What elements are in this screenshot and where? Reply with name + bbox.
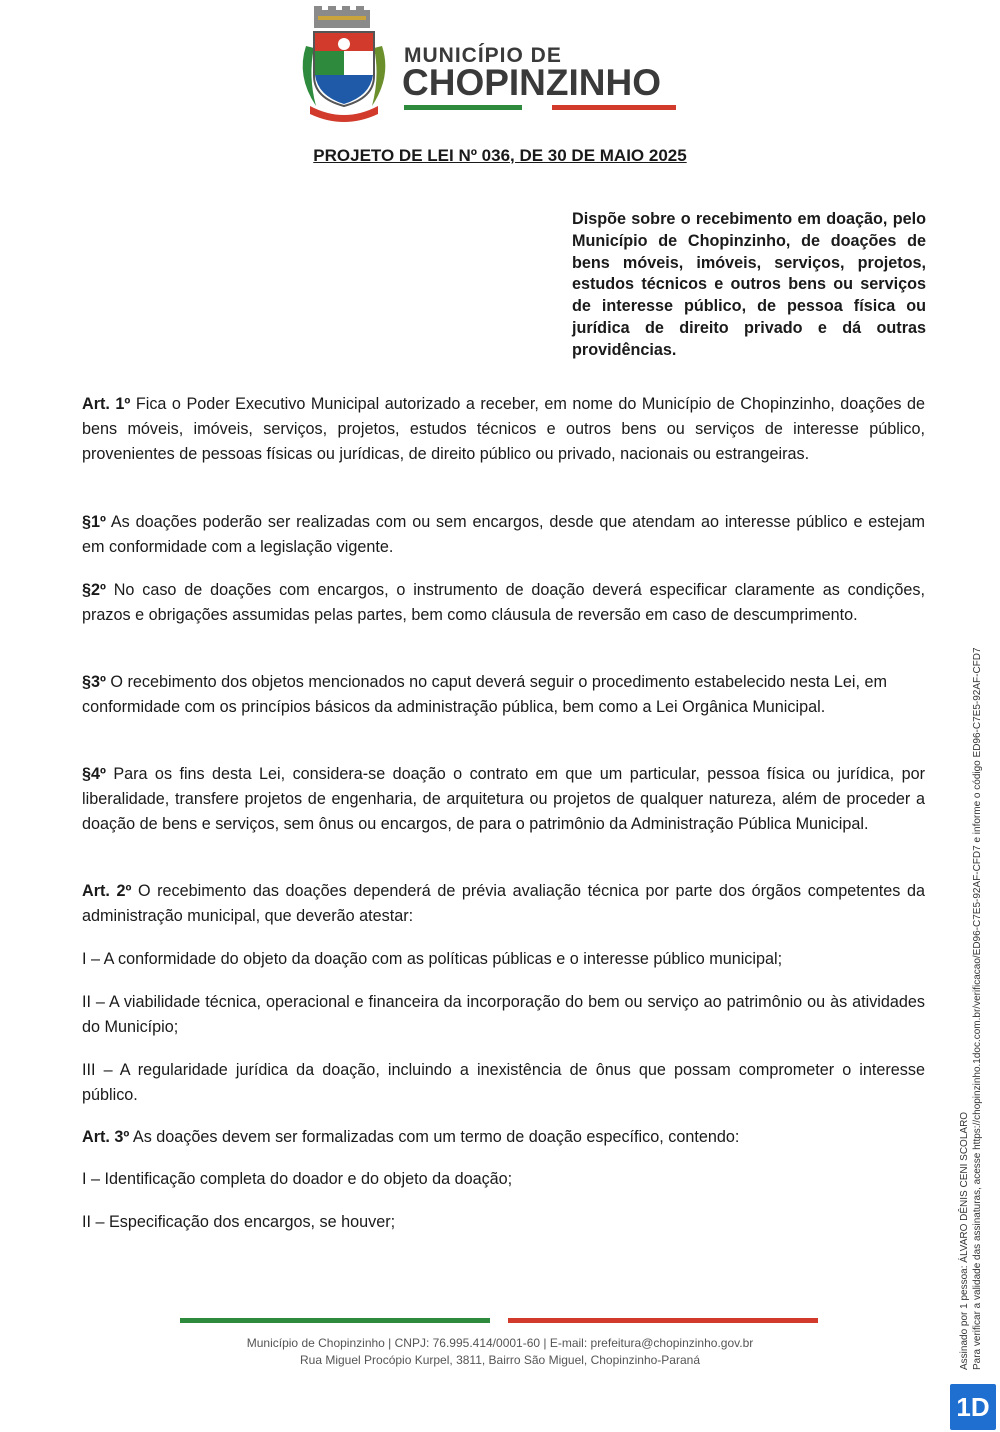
paragraph-text: O recebimento das doações dependerá de prévia avaliação técnica por parte dos órgãos competentes da administração municipal, que deverão atestar: — [82, 882, 925, 925]
paragraph-label: Art. 2º — [82, 882, 132, 900]
paragraph-4 — [82, 762, 925, 836]
footer-contact: Município de Chopinzinho | CNPJ: 76.995.414/0001-60 | E-mail: prefeitura@chopinzinho.gov.br — [246, 1336, 754, 1350]
paragraph-1 — [82, 510, 925, 560]
signature-verification — [958, 647, 984, 1370]
paragraph-text: As doações devem ser formalizadas com um termo de doação específico, contendo: — [129, 1128, 740, 1146]
article-1 — [82, 392, 925, 466]
paragraph-text: O recebimento dos objetos mencionados no caput deverá seguir o procedimento estabelecido nesta Lei, em conformidade com os princípios básicos da administração pública, bem como a Lei Orgânica Municipal. — [82, 673, 887, 716]
paragraph-text: Para os fins desta Lei, considera-se doação o contrato em que um particular, pessoa física ou jurídica, por liberalidade, transfere projetos de engenharia, de arquitetura ou projetos de qualquer natureza, além de proceder a doação de bens e serviços, sem ônus ou encargos, de para o patrimônio da Administração Pública Municipal. — [82, 765, 925, 833]
paragraph-3 — [82, 670, 912, 720]
paragraph-label: §3º — [82, 673, 106, 691]
item-i — [82, 1167, 925, 1192]
paragraph-text: I – A conformidade do objeto da doação com as políticas públicas e o interesse público municipal; — [82, 950, 783, 968]
article-2 — [82, 879, 925, 929]
brand-subtitle: MUNICÍPIO DE — [404, 44, 562, 67]
paragraph-text: No caso de doações com encargos, o instrumento de doação deverá especificar claramente as condições, prazos e obrigações assumidas pelas partes, bem como cláusula de reversão em caso de descumprimento. — [82, 581, 925, 624]
document-title: PROJETO DE LEI Nº 036, DE 30 DE MAIO 2025 — [313, 146, 687, 165]
ementa: Dispõe sobre o recebimento em doação, pelo Município de Chopinzinho, de doações de bens móveis, imóveis, serviços, projetos, estudos técnicos e outros bens ou serviços de interesse público, de pessoa física ou jurídica de direito privado e dá outras providências. — [572, 210, 926, 359]
letterhead — [296, 6, 696, 126]
municipal-coat-of-arms-icon — [296, 6, 392, 126]
paragraph-text: II – A viabilidade técnica, operacional e financeira da incorporação do bem ou serviço ao patrimônio ou às atividades do Município; — [82, 993, 925, 1036]
paragraph-label: §2º — [82, 581, 106, 599]
item-ii — [82, 990, 925, 1040]
brand-color-stripe — [404, 105, 676, 110]
footer-color-stripe — [180, 1318, 818, 1323]
paragraph-label: §1º — [82, 513, 106, 531]
paragraph-label: Art. 1º — [82, 395, 131, 413]
article-3 — [82, 1125, 925, 1150]
brand-name: CHOPINZINHO — [402, 62, 661, 103]
paragraph-label: Art. 3º — [82, 1128, 130, 1146]
paragraph-text: As doações poderão ser realizadas com ou sem encargos, desde que atendam ao interesse público e estejam em conformidade com a legislação vigente. — [82, 513, 925, 556]
paragraph-text: III – A regularidade jurídica da doação, incluindo a inexistência de ônus que possam comprometer o interesse público. — [82, 1061, 925, 1104]
signature-line: Assinado por 1 pessoa: ÁLVARO DÊNIS CENI SCOLARO — [959, 1111, 970, 1370]
item-i — [82, 947, 925, 972]
paragraph-2 — [82, 578, 925, 628]
item-ii — [82, 1210, 925, 1235]
paragraph-text: I – Identificação completa do doador e do objeto da doação; — [82, 1170, 513, 1188]
footer-address: Rua Miguel Procópio Kurpel, 3811, Bairro São Miguel, Chopinzinho-Paraná — [299, 1353, 700, 1367]
paragraph-text: Fica o Poder Executivo Municipal autorizado a receber, em nome do Município de Chopinzinho, doações de bens móveis, imóveis, serviços, projetos, estudos técnicos e outros bens ou serviços de interesse público, provenientes de pessoas físicas ou jurídicas, de direito público ou privado, nacionais ou estrangeiras. — [82, 395, 925, 463]
paragraph-label: §4º — [82, 765, 106, 783]
paragraph-text: II – Especificação dos encargos, se houver; — [82, 1213, 396, 1231]
item-iii — [82, 1058, 925, 1108]
1doc-badge-icon: 1D — [950, 1384, 996, 1430]
verification-link[interactable]: Para verificar a validade das assinaturas, acesse https://chopinzinho.1doc.com.br/verificacao/ED96-C7E5-92AF-CFD7 e informe o código ED96-C7E5-92AF-CFD7 — [972, 647, 983, 1370]
